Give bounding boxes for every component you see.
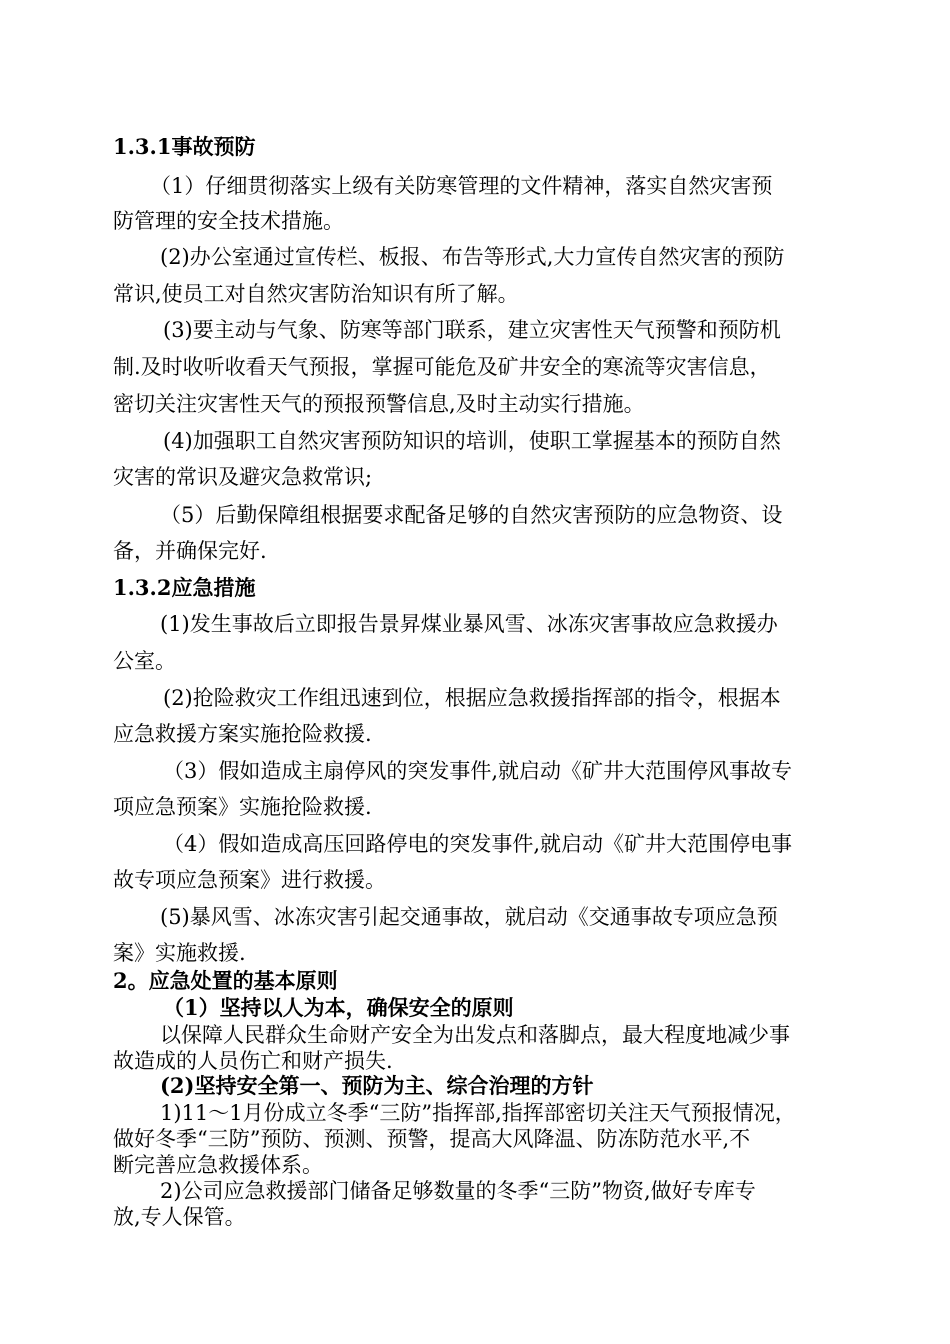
paragraph-line: (3)要主动与气象、防寒等部门联系，建立灾害性天气预警和预防机 [163, 318, 781, 342]
list-item-line: 做好冬季“三防”预防、预测、预警，提高大风降温、防冻防范水平,不 [113, 1127, 751, 1151]
paragraph-line: 常识,使员工对自然灾害防治知识有所了解。 [113, 282, 519, 306]
paragraph-line: 制.及时收听收看天气预报，掌握可能危及矿井安全的寒流等灾害信息， [113, 355, 771, 379]
paragraph-line: （4）假如造成高压回路停电的突发事件,就启动《矿井大范围停电事 [163, 832, 793, 856]
paragraph-line: 故专项应急预案》进行救援。 [113, 868, 386, 892]
section-heading-1-3-1: 1.3.1事故预防 [113, 134, 256, 159]
paragraph-line: （3）假如造成主扇停风的突发事件,就启动《矿井大范围停风事故专 [163, 759, 793, 783]
paragraph-line: （5）后勤保障组根据要求配备足够的自然灾害预防的应急物资、设 [160, 503, 783, 527]
list-item-line: 2)公司应急救援部门储备足够数量的冬季“三防”物资,做好专库专 [160, 1179, 756, 1203]
subsection-heading: （1）坚持以人为本，确保安全的原则 [163, 995, 514, 1020]
list-item-line: 放,专人保管。 [113, 1205, 246, 1229]
paragraph-line: 项应急预案》实施抢险救援. [113, 795, 372, 819]
subsection-heading: (2)坚持安全第一、预防为主、综合治理的方针 [160, 1073, 594, 1098]
paragraph-line: 故造成的人员伤亡和财产损失. [113, 1049, 393, 1073]
section-heading-1-3-2: 1.3.2应急措施 [113, 575, 256, 600]
paragraph-line: (2)办公室通过宣传栏、板报、布告等形式,大力宣传自然灾害的预防 [160, 245, 785, 269]
paragraph-line: (4)加强职工自然灾害预防知识的培训，使职工掌握基本的预防自然 [163, 429, 781, 453]
paragraph-line: (1)发生事故后立即报告景昇煤业暴风雪、冰冻灾害事故应急救援办 [160, 612, 778, 636]
paragraph-line: 公室。 [113, 649, 176, 673]
list-item-line: 1)11～1月份成立冬季“三防”指挥部,指挥部密切关注天气预报情况， [160, 1101, 796, 1125]
paragraph-line: 应急救援方案实施抢险救援. [113, 722, 372, 746]
paragraph-line: 案》实施救援. [113, 941, 246, 965]
paragraph-line: 以保障人民群众生命财产安全为出发点和落脚点，最大程度地减少事 [160, 1023, 790, 1047]
paragraph-line: (2)抢险救灾工作组迅速到位，根据应急救援指挥部的指令，根据本 [163, 686, 781, 710]
section-heading-2: 2。应急处置的基本原则 [113, 968, 338, 993]
paragraph-line: 灾害的常识及避灾急救常识; [113, 465, 373, 489]
paragraph-line: 防管理的安全技术措施。 [113, 209, 344, 233]
paragraph-line: 密切关注灾害性天气的预报预警信息,及时主动实行措施。 [113, 392, 645, 416]
paragraph-line: （1）仔细贯彻落实上级有关防寒管理的文件精神，落实自然灾害预 [150, 174, 773, 198]
paragraph-line: (5)暴风雪、冰冻灾害引起交通事故，就启动《交通事故专项应急预 [160, 905, 778, 929]
list-item-line: 断完善应急救援体系。 [113, 1153, 323, 1177]
paragraph-line: 备，并确保完好. [113, 539, 267, 563]
